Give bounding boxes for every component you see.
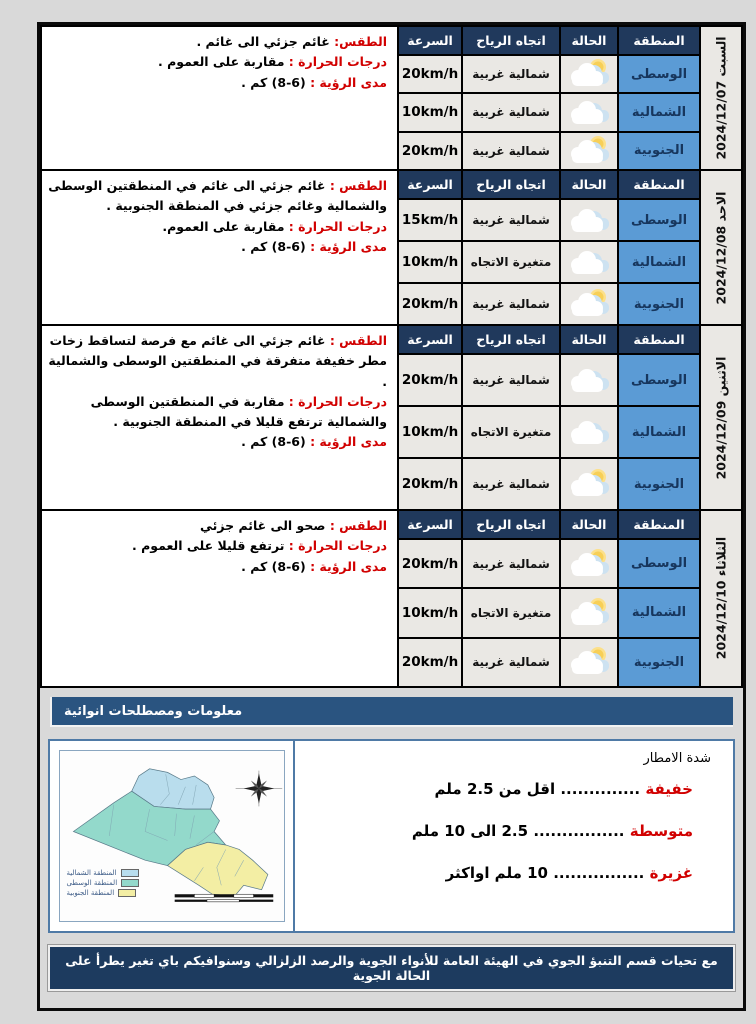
col-header-wind: اتجاه الرياح [463,27,559,54]
rain-value: 2.5 الى 10 ملم [411,822,529,840]
desc-text: مقاربة على العموم. [162,218,285,234]
desc-label: درجات الحرارة : [288,54,387,70]
condition-cell [561,459,617,509]
rain-value: اقل من 2.5 ملم [434,780,556,798]
col-header-wind: اتجاه الرياح [463,511,559,538]
rain-dots: ................ [553,864,645,882]
desc-line [48,237,387,257]
desc-text: غائم جزئي الى غائم في المنطقتين الوسطى والشمالية وغائم جزئي في المنطقة الجنوبية . [48,178,387,214]
wind-cell: شمالية غربية [463,459,559,509]
wind-cell: شمالية غربية [463,639,559,686]
day-label-sunday [701,171,741,324]
col-header-region: المنطقة [619,326,699,353]
weather-icon [563,57,615,91]
wind-cell: شمالية غربية [463,355,559,405]
desc-text: غائم جزئي الى غائم . [196,34,330,49]
legend-label: المنطقة الوسطى [66,879,118,887]
col-header-condition: الحالة [561,27,617,54]
forecast-description [42,171,397,324]
definitions-section [48,739,735,933]
desc-label: مدى الرؤية : [310,238,387,254]
day-label-saturday [701,27,741,169]
weather-icon [563,467,615,501]
wind-cell: متغيرة الاتجاه [463,242,559,282]
page-frame [37,22,746,1011]
region-cell: الشمالية [619,94,699,130]
condition-cell [561,407,617,457]
col-header-speed: السرعة [399,326,461,353]
condition-cell [561,639,617,686]
col-header-region: المنطقة [619,27,699,54]
rain-intensity-item [317,780,693,798]
speed-cell: 20km/h [399,459,461,509]
col-header-condition: الحالة [561,511,617,538]
rain-label: غزيرة [649,864,693,882]
desc-label: الطقس : [329,178,387,193]
condition-cell [561,284,617,324]
region-cell: الوسطى [619,355,699,405]
weather-icon [563,203,615,237]
col-header-wind: اتجاه الرياح [463,326,559,353]
wind-cell: شمالية غربية [463,200,559,240]
region-cell: الوسطى [619,200,699,240]
desc-text: (6-8) كم . [241,558,306,574]
weather-icon [563,245,615,279]
speed-cell: 20km/h [399,639,461,686]
speed-cell: 20km/h [399,133,461,169]
region-cell: الوسطى [619,540,699,587]
region-cell: الجنوبية [619,459,699,509]
desc-label: مدى الرؤية : [310,558,387,574]
speed-cell: 10km/h [399,94,461,130]
desc-text: مقاربة في المنطقتين الوسطى والشمالية ترتفع قليلا في المنطقة الجنوبية . [90,393,387,429]
speed-cell: 10km/h [399,589,461,636]
desc-line [48,516,387,536]
map-legend [67,869,140,899]
speed-cell: 20km/h [399,56,461,92]
wind-cell: متغيرة الاتجاه [463,589,559,636]
desc-line [48,52,387,72]
wind-cell: شمالية غربية [463,56,559,92]
day-label-tuesday [701,511,741,686]
legend-swatch-central [121,879,139,887]
desc-label: مدى الرؤية : [310,74,387,90]
desc-text: (6-8) كم . [241,74,306,90]
wind-cell: شمالية غربية [463,540,559,587]
weather-icon [563,134,615,168]
col-header-speed: السرعة [399,171,461,198]
footer-bar [48,945,735,991]
col-header-condition: الحالة [561,326,617,353]
condition-cell [561,540,617,587]
compass-icon [235,771,282,807]
region-cell: الشمالية [619,242,699,282]
forecast-description [42,27,397,169]
speed-cell: 15km/h [399,200,461,240]
col-header-wind: اتجاه الرياح [463,171,559,198]
legend-label: المنطقة الشمالية [66,869,117,877]
rain-intensity-item [317,822,693,840]
rain-intensity-item [317,864,693,882]
region-cell: الجنوبية [619,133,699,169]
weather-icon [563,415,615,449]
speed-cell: 10km/h [399,407,461,457]
condition-cell [561,589,617,636]
legend-swatch-north [121,869,139,877]
day-label-text: الثلاثاء 2024/12/10 [713,537,729,660]
scale-bar [174,894,273,902]
col-header-speed: السرعة [399,511,461,538]
footer-note: مع تحيات قسم التنبؤ الجوي في الهيئة العامة للأنواء الجوية والرصد الزلزالي وسنوافيكم باي تغير يطرأ على الحالة الجوية [65,953,718,983]
desc-label: الطقس: [334,34,387,49]
desc-label: الطقس : [329,518,387,533]
speed-cell: 10km/h [399,242,461,282]
condition-cell [561,56,617,92]
condition-cell [561,355,617,405]
forecast-section-monday [40,324,743,511]
condition-cell [561,133,617,169]
desc-line [48,217,387,237]
wind-cell: متغيرة الاتجاه [463,407,559,457]
rain-dots: .............. [560,780,641,798]
map-legend-item [67,869,140,877]
condition-cell [561,242,617,282]
desc-text: ترتفع قليلا على العموم . [132,538,285,554]
desc-text: (6-8) كم . [241,434,306,450]
rain-label: خفيفة [645,780,693,798]
day-label-text: الاثنين 2024/12/09 [713,356,729,479]
day-label-monday [701,326,741,509]
region-cell: الجنوبية [619,284,699,324]
forecast-section-tuesday [40,509,743,688]
speed-cell: 20km/h [399,284,461,324]
rain-intensity-title: شدة الامطار [643,751,711,766]
condition-cell [561,94,617,130]
rain-dots: ................ [533,822,625,840]
forecast-section-sunday [40,169,743,326]
iraq-map [59,750,285,922]
day-label-text: الاحد 2024/12/08 [713,191,729,304]
col-header-region: المنطقة [619,511,699,538]
col-header-condition: الحالة [561,171,617,198]
legend-swatch-south [118,889,136,897]
condition-cell [561,200,617,240]
col-header-speed: السرعة [399,27,461,54]
wind-cell: شمالية غربية [463,133,559,169]
desc-label: الطقس : [329,333,387,348]
desc-line [48,536,387,556]
weather-icon [563,596,615,630]
info-bar [50,697,733,727]
legend-label: المنطقة الجنوبية [66,889,115,897]
speed-cell: 20km/h [399,540,461,587]
forecast-section-saturday [40,25,743,171]
weather-icon [563,95,615,129]
speed-cell: 20km/h [399,355,461,405]
info-bar-title: معلومات ومصطلحات انوائية [64,703,243,719]
desc-line [48,73,387,93]
desc-line [48,432,387,452]
region-cell: الوسطى [619,56,699,92]
desc-line [48,557,387,577]
iraq-map-box [48,739,295,933]
day-label-text: السبت 2024/12/07 [713,36,729,160]
wind-cell: شمالية غربية [463,94,559,130]
desc-text: صحو الى غائم جزئي [200,518,326,533]
region-cell: الشمالية [619,589,699,636]
wind-cell: شمالية غربية [463,284,559,324]
forecast-description [42,511,397,686]
region-cell: الشمالية [619,407,699,457]
col-header-region: المنطقة [619,171,699,198]
map-legend-item [67,879,140,887]
map-legend-item [67,889,140,897]
region-cell: الجنوبية [619,639,699,686]
desc-line [48,32,387,52]
rain-label: متوسطة [629,822,693,840]
desc-text: مقاربة على العموم . [158,54,285,70]
desc-line [48,331,387,392]
desc-line [48,176,387,217]
rain-value: 10 ملم اواكثر [445,864,548,882]
weather-icon [563,363,615,397]
weather-icon [563,645,615,679]
desc-label: درجات الحرارة : [288,538,387,554]
desc-label: درجات الحرارة : [288,393,387,409]
desc-text: (6-8) كم . [241,238,306,254]
desc-text: غائم جزئي الى غائم مع فرصة لتساقط زخات مطر خفيفة متفرقة في المنطقتين الوسطى والشمالية . [48,333,387,389]
weather-icon [563,287,615,321]
desc-label: درجات الحرارة : [288,218,387,234]
rain-intensity-box [293,739,735,933]
desc-line [48,392,387,433]
desc-label: مدى الرؤية : [310,434,387,450]
weather-icon [563,547,615,581]
forecast-description [42,326,397,509]
